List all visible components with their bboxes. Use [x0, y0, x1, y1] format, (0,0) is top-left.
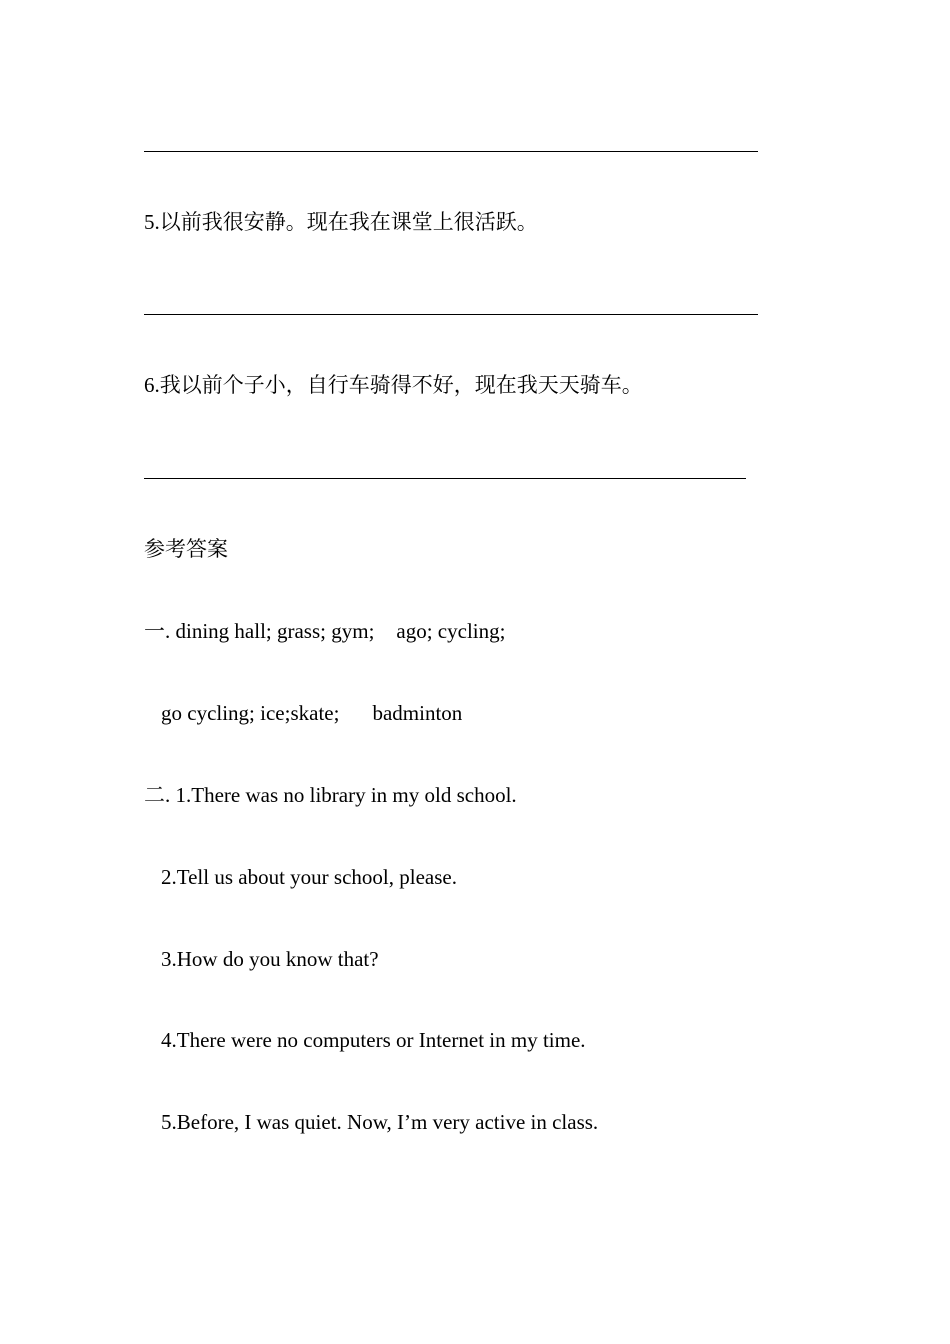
- part1-line1-a: . dining hall; grass; gym;: [165, 619, 375, 643]
- question-5-text: 以前我很安静。现在我在课堂上很活跃。: [159, 210, 538, 234]
- question-6-number: 6.: [144, 373, 160, 397]
- part1-line1-b: ago; cycling;: [396, 619, 506, 643]
- question-6: [144, 375, 643, 396]
- answers-part2-item-2: 2.Tell us about your school, please.: [161, 865, 457, 889]
- answers-part1-line1: [144, 621, 505, 642]
- question-5-number: 5.: [144, 210, 160, 234]
- answers-part2-item-1: [144, 785, 517, 806]
- part2-mark: 二: [144, 783, 165, 807]
- question-5: [144, 212, 538, 233]
- part1-mark: 一: [144, 619, 165, 643]
- answers-part1-line2: [161, 703, 462, 724]
- question-6-text: 我以前个子小，自行车骑得不好，现在我天天骑车。: [159, 373, 643, 397]
- answer-line-6: [144, 478, 746, 479]
- answer-line-4: [144, 151, 758, 152]
- answers-part2-item-4: 4.There were no computers or Internet in my time.: [161, 1028, 586, 1052]
- answers-part2-item-5: 5.Before, I was quiet. Now, I’m very active in class.: [161, 1110, 599, 1134]
- answer-line-5: [144, 314, 758, 315]
- answers-part2-item-3: 3.How do you know that?: [161, 947, 379, 971]
- part1-line2-b: badminton: [372, 701, 463, 725]
- part2-item-1-text: . 1.There was no library in my old school.: [165, 783, 517, 807]
- part1-line2-a: go cycling; ice;skate;: [161, 701, 340, 725]
- answers-heading: 参考答案: [144, 537, 228, 561]
